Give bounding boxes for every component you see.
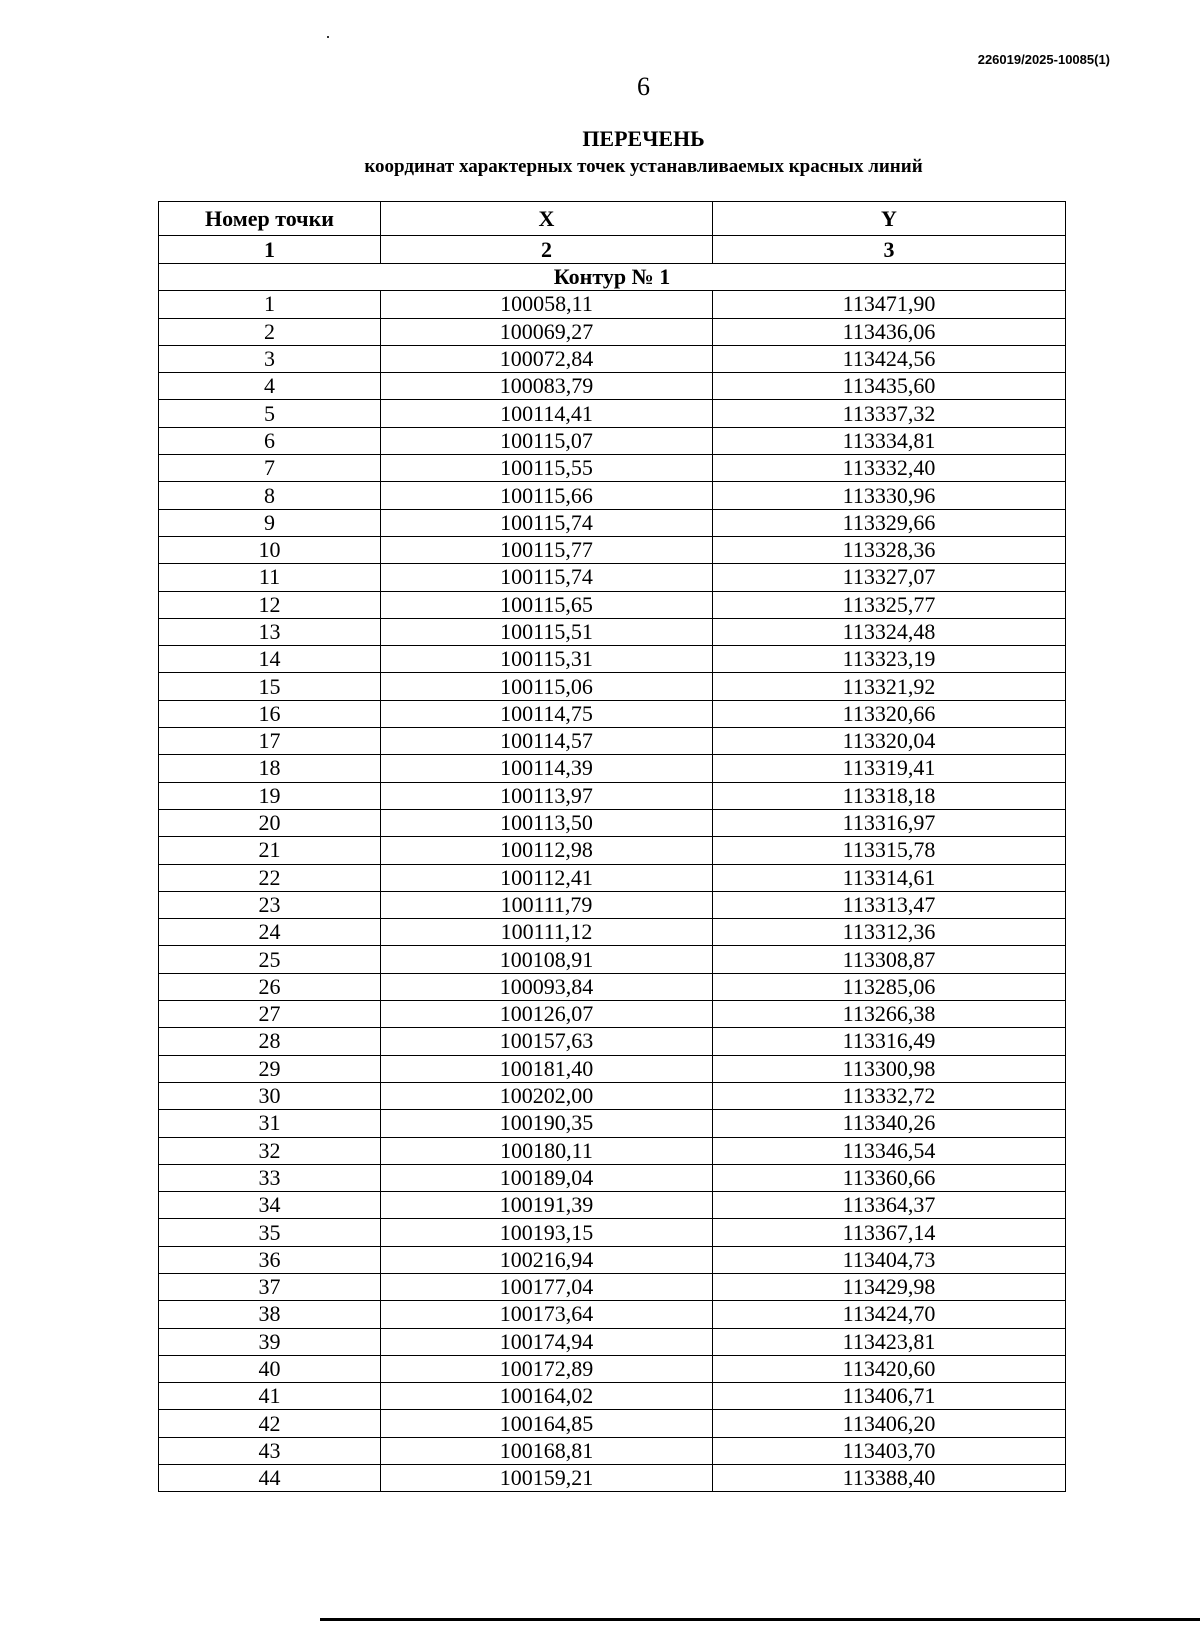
y-coordinate-cell: 113324,48: [713, 618, 1066, 645]
x-coordinate-cell: 100069,27: [381, 318, 713, 345]
table-body: [159, 264, 1066, 1492]
table-row: [159, 1437, 1066, 1464]
table-row: [159, 1164, 1066, 1191]
table-row: [159, 1301, 1066, 1328]
y-coordinate-cell: 113424,70: [713, 1301, 1066, 1328]
page-number: 6: [637, 72, 650, 101]
point-number-cell: 35: [159, 1219, 381, 1246]
x-coordinate-cell: 100189,04: [381, 1164, 713, 1191]
x-coordinate-cell: 100126,07: [381, 1001, 713, 1028]
y-coordinate-cell: 113406,71: [713, 1383, 1066, 1410]
y-coordinate-cell: 113285,06: [713, 973, 1066, 1000]
x-coordinate-cell: 100115,06: [381, 673, 713, 700]
point-number-cell: 34: [159, 1192, 381, 1219]
contour-row: [159, 264, 1066, 291]
x-coordinate-cell: 100058,11: [381, 291, 713, 318]
point-number-cell: 18: [159, 755, 381, 782]
point-number-cell: 21: [159, 837, 381, 864]
y-coordinate-cell: 113316,97: [713, 809, 1066, 836]
x-coordinate-cell: 100114,39: [381, 755, 713, 782]
table-row: [159, 864, 1066, 891]
y-coordinate-cell: 113403,70: [713, 1437, 1066, 1464]
table-row: [159, 1410, 1066, 1437]
point-number-cell: 38: [159, 1301, 381, 1328]
point-number-cell: 39: [159, 1328, 381, 1355]
y-coordinate-cell: 113318,18: [713, 782, 1066, 809]
table-row: [159, 1465, 1066, 1492]
y-coordinate-cell: 113313,47: [713, 891, 1066, 918]
point-number-cell: 25: [159, 946, 381, 973]
table-row: [159, 1273, 1066, 1300]
x-coordinate-cell: 100177,04: [381, 1273, 713, 1300]
point-number-cell: 7: [159, 455, 381, 482]
table-row: [159, 1082, 1066, 1109]
table-row: [159, 291, 1066, 318]
point-number-cell: 22: [159, 864, 381, 891]
point-number-cell: 28: [159, 1028, 381, 1055]
y-coordinate-cell: 113436,06: [713, 318, 1066, 345]
y-coordinate-cell: 113327,07: [713, 564, 1066, 591]
x-coordinate-cell: 100108,91: [381, 946, 713, 973]
y-coordinate-cell: 113312,36: [713, 919, 1066, 946]
y-coordinate-cell: 113360,66: [713, 1164, 1066, 1191]
x-coordinate-cell: 100173,64: [381, 1301, 713, 1328]
table-row: [159, 646, 1066, 673]
y-coordinate-cell: 113406,20: [713, 1410, 1066, 1437]
x-coordinate-cell: 100114,41: [381, 400, 713, 427]
x-coordinate-cell: 100111,12: [381, 919, 713, 946]
y-coordinate-cell: 113316,49: [713, 1028, 1066, 1055]
table-row: [159, 427, 1066, 454]
point-number-cell: 9: [159, 509, 381, 536]
y-coordinate-cell: 113471,90: [713, 291, 1066, 318]
y-coordinate-cell: 113330,96: [713, 482, 1066, 509]
header-y: Y: [713, 202, 1066, 236]
contour-label: Контур № 1: [159, 264, 1066, 291]
x-coordinate-cell: 100072,84: [381, 345, 713, 372]
x-coordinate-cell: 100202,00: [381, 1082, 713, 1109]
y-coordinate-cell: 113266,38: [713, 1001, 1066, 1028]
point-number-cell: 42: [159, 1410, 381, 1437]
point-number-cell: 6: [159, 427, 381, 454]
y-coordinate-cell: 113300,98: [713, 1055, 1066, 1082]
table-row: [159, 1328, 1066, 1355]
point-number-cell: 31: [159, 1110, 381, 1137]
point-number-cell: 40: [159, 1355, 381, 1382]
scan-edge-line: [320, 1618, 1200, 1621]
y-coordinate-cell: 113346,54: [713, 1137, 1066, 1164]
x-coordinate-cell: 100172,89: [381, 1355, 713, 1382]
table-row: [159, 318, 1066, 345]
table-header-row: [159, 202, 1066, 236]
x-coordinate-cell: 100113,97: [381, 782, 713, 809]
column-index-3: 3: [713, 236, 1066, 264]
point-number-cell: 8: [159, 482, 381, 509]
x-coordinate-cell: 100193,15: [381, 1219, 713, 1246]
x-coordinate-cell: 100083,79: [381, 373, 713, 400]
x-coordinate-cell: 100181,40: [381, 1055, 713, 1082]
y-coordinate-cell: 113325,77: [713, 591, 1066, 618]
point-number-cell: 29: [159, 1055, 381, 1082]
table-row: [159, 1028, 1066, 1055]
x-coordinate-cell: 100112,41: [381, 864, 713, 891]
table-row: [159, 618, 1066, 645]
point-number-cell: 5: [159, 400, 381, 427]
point-number-cell: 23: [159, 891, 381, 918]
y-coordinate-cell: 113329,66: [713, 509, 1066, 536]
table-row: [159, 373, 1066, 400]
x-coordinate-cell: 100114,75: [381, 700, 713, 727]
x-coordinate-cell: 100164,85: [381, 1410, 713, 1437]
point-number-cell: 19: [159, 782, 381, 809]
x-coordinate-cell: 100112,98: [381, 837, 713, 864]
document-title: ПЕРЕЧЕНЬ: [582, 126, 705, 151]
y-coordinate-cell: 113323,19: [713, 646, 1066, 673]
x-coordinate-cell: 100216,94: [381, 1246, 713, 1273]
x-coordinate-cell: 100115,31: [381, 646, 713, 673]
table-row: [159, 1192, 1066, 1219]
point-number-cell: 26: [159, 973, 381, 1000]
x-coordinate-cell: 100113,50: [381, 809, 713, 836]
y-coordinate-cell: 113364,37: [713, 1192, 1066, 1219]
y-coordinate-cell: 113388,40: [713, 1465, 1066, 1492]
table-row: [159, 946, 1066, 973]
table-row: [159, 919, 1066, 946]
point-number-cell: 33: [159, 1164, 381, 1191]
point-number-cell: 10: [159, 536, 381, 563]
y-coordinate-cell: 113423,81: [713, 1328, 1066, 1355]
coordinates-table: [158, 201, 1066, 1492]
y-coordinate-cell: 113429,98: [713, 1273, 1066, 1300]
table-row: [159, 755, 1066, 782]
scan-speck: [327, 36, 329, 38]
table-row: [159, 345, 1066, 372]
y-coordinate-cell: 113337,32: [713, 400, 1066, 427]
header-point-number: Номер точки: [159, 202, 381, 236]
table-row: [159, 1001, 1066, 1028]
point-number-cell: 13: [159, 618, 381, 645]
point-number-cell: 1: [159, 291, 381, 318]
table-row: [159, 455, 1066, 482]
table-row: [159, 1137, 1066, 1164]
point-number-cell: 44: [159, 1465, 381, 1492]
column-index-1: 1: [159, 236, 381, 264]
table-row: [159, 700, 1066, 727]
header-x: X: [381, 202, 713, 236]
x-coordinate-cell: 100174,94: [381, 1328, 713, 1355]
point-number-cell: 11: [159, 564, 381, 591]
x-coordinate-cell: 100115,77: [381, 536, 713, 563]
table-row: [159, 673, 1066, 700]
point-number-cell: 30: [159, 1082, 381, 1109]
document-registration-number: 226019/2025-10085(1): [977, 52, 1110, 67]
y-coordinate-cell: 113332,72: [713, 1082, 1066, 1109]
y-coordinate-cell: 113404,73: [713, 1246, 1066, 1273]
point-number-cell: 43: [159, 1437, 381, 1464]
y-coordinate-cell: 113320,04: [713, 728, 1066, 755]
x-coordinate-cell: 100190,35: [381, 1110, 713, 1137]
table-row: [159, 591, 1066, 618]
point-number-cell: 27: [159, 1001, 381, 1028]
table-row: [159, 837, 1066, 864]
y-coordinate-cell: 113420,60: [713, 1355, 1066, 1382]
x-coordinate-cell: 100115,55: [381, 455, 713, 482]
x-coordinate-cell: 100115,65: [381, 591, 713, 618]
table-row: [159, 1055, 1066, 1082]
point-number-cell: 16: [159, 700, 381, 727]
document-subtitle: координат характерных точек устанавливаемых красных линий: [364, 156, 923, 177]
table-row: [159, 973, 1066, 1000]
x-coordinate-cell: 100159,21: [381, 1465, 713, 1492]
y-coordinate-cell: 113320,66: [713, 700, 1066, 727]
x-coordinate-cell: 100115,51: [381, 618, 713, 645]
y-coordinate-cell: 113328,36: [713, 536, 1066, 563]
x-coordinate-cell: 100180,11: [381, 1137, 713, 1164]
x-coordinate-cell: 100115,66: [381, 482, 713, 509]
x-coordinate-cell: 100114,57: [381, 728, 713, 755]
x-coordinate-cell: 100168,81: [381, 1437, 713, 1464]
table-row: [159, 891, 1066, 918]
y-coordinate-cell: 113319,41: [713, 755, 1066, 782]
x-coordinate-cell: 100191,39: [381, 1192, 713, 1219]
y-coordinate-cell: 113424,56: [713, 345, 1066, 372]
point-number-cell: 14: [159, 646, 381, 673]
table-row: [159, 1110, 1066, 1137]
x-coordinate-cell: 100115,07: [381, 427, 713, 454]
table-row: [159, 1219, 1066, 1246]
point-number-cell: 20: [159, 809, 381, 836]
table-row: [159, 564, 1066, 591]
table-row: [159, 1246, 1066, 1273]
y-coordinate-cell: 113314,61: [713, 864, 1066, 891]
point-number-cell: 37: [159, 1273, 381, 1300]
point-number-cell: 24: [159, 919, 381, 946]
point-number-cell: 17: [159, 728, 381, 755]
y-coordinate-cell: 113332,40: [713, 455, 1066, 482]
point-number-cell: 32: [159, 1137, 381, 1164]
x-coordinate-cell: 100093,84: [381, 973, 713, 1000]
point-number-cell: 41: [159, 1383, 381, 1410]
table-row: [159, 809, 1066, 836]
x-coordinate-cell: 100157,63: [381, 1028, 713, 1055]
y-coordinate-cell: 113367,14: [713, 1219, 1066, 1246]
point-number-cell: 12: [159, 591, 381, 618]
table-row: [159, 509, 1066, 536]
point-number-cell: 15: [159, 673, 381, 700]
y-coordinate-cell: 113321,92: [713, 673, 1066, 700]
y-coordinate-cell: 113315,78: [713, 837, 1066, 864]
x-coordinate-cell: 100164,02: [381, 1383, 713, 1410]
table-row: [159, 482, 1066, 509]
y-coordinate-cell: 113340,26: [713, 1110, 1066, 1137]
point-number-cell: 4: [159, 373, 381, 400]
table-row: [159, 728, 1066, 755]
point-number-cell: 2: [159, 318, 381, 345]
table-column-index-row: [159, 236, 1066, 264]
y-coordinate-cell: 113308,87: [713, 946, 1066, 973]
y-coordinate-cell: 113334,81: [713, 427, 1066, 454]
x-coordinate-cell: 100115,74: [381, 509, 713, 536]
x-coordinate-cell: 100115,74: [381, 564, 713, 591]
table-row: [159, 1355, 1066, 1382]
y-coordinate-cell: 113435,60: [713, 373, 1066, 400]
table-row: [159, 400, 1066, 427]
point-number-cell: 3: [159, 345, 381, 372]
point-number-cell: 36: [159, 1246, 381, 1273]
table-row: [159, 782, 1066, 809]
table-row: [159, 1383, 1066, 1410]
table-row: [159, 536, 1066, 563]
x-coordinate-cell: 100111,79: [381, 891, 713, 918]
column-index-2: 2: [381, 236, 713, 264]
